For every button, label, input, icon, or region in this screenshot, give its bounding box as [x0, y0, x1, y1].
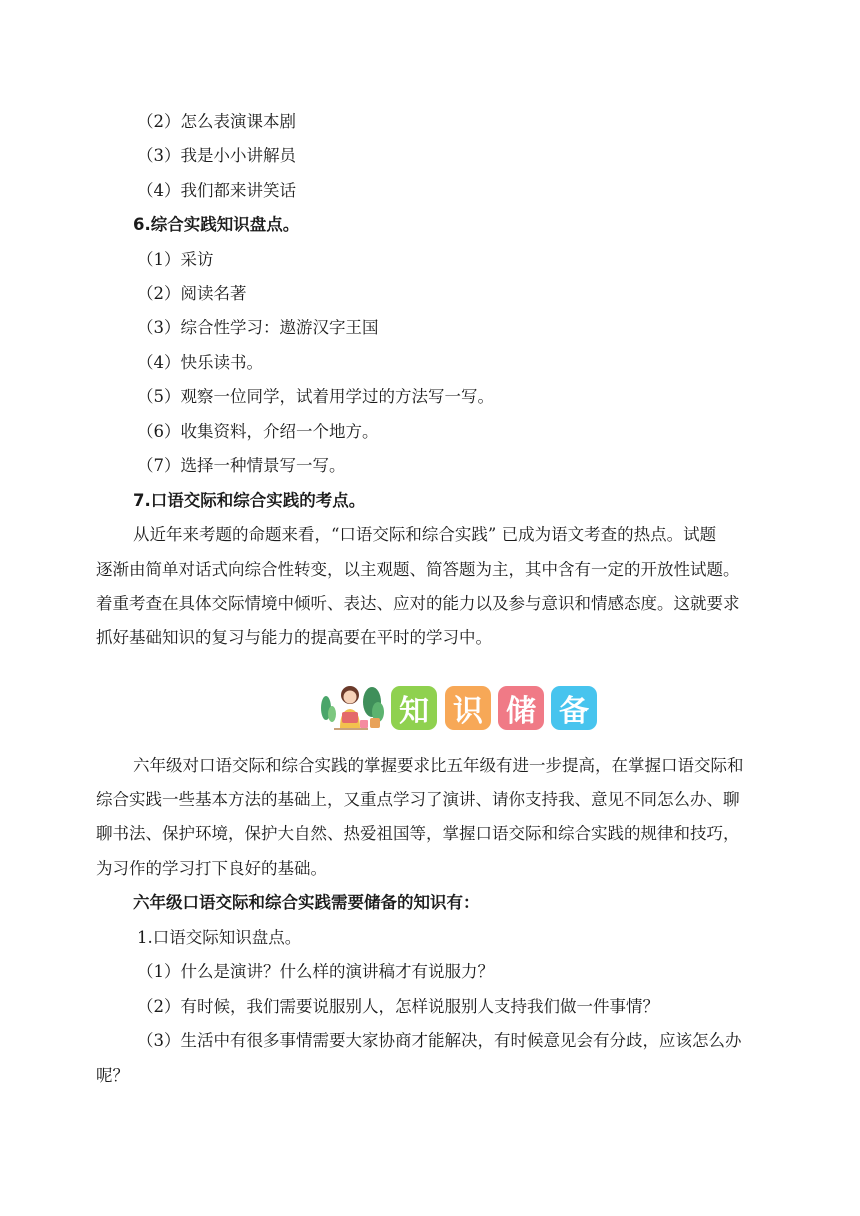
- banner-char-tile: 知: [391, 686, 437, 730]
- paragraph-line: 六年级对口语交际和综合实践的掌握要求比五年级有进一步提高，在掌握口语交际和: [133, 756, 744, 775]
- banner-char-tile: 储: [498, 686, 544, 730]
- list-item-continuation: 呢？: [96, 1066, 129, 1085]
- list-item: （3）我是小小讲解员: [137, 146, 296, 165]
- paragraph-line: 从近年来考题的命题来看，“口语交际和综合实践” 已成为语文考查的热点。试题: [133, 525, 717, 544]
- list-item: （5）观察一位同学，试着用学过的方法写一写。: [137, 387, 494, 406]
- sub-heading: 1.口语交际知识盘点。: [137, 928, 302, 947]
- banner-char-tile: 识: [445, 686, 491, 730]
- list-item: （4）我们都来讲笑话: [137, 181, 296, 200]
- section-heading: 6.综合实践知识盘点。: [133, 215, 300, 234]
- list-item: （2）怎么表演课本剧: [137, 112, 296, 131]
- banner-char-tile: 备: [551, 686, 597, 730]
- list-item: （2）有时候，我们需要说服别人，怎样说服别人支持我们做一件事情？: [137, 997, 659, 1016]
- girl-reading-book-icon: [316, 682, 386, 732]
- list-item: （2）阅读名著: [137, 284, 247, 303]
- bold-intro: 六年级口语交际和综合实践需要储备的知识有：: [133, 893, 480, 912]
- list-item: （1）什么是演讲？什么样的演讲稿才有说服力？: [137, 962, 494, 981]
- paragraph-line: 聊书法、保护环境，保护大自然、热爱祖国等，掌握口语交际和综合实践的规律和技巧，: [96, 824, 740, 843]
- paragraph-line: 逐渐由简单对话式向综合性转变，以主观题、简答题为主，其中含有一定的开放性试题。: [96, 560, 740, 579]
- list-item: （7）选择一种情景写一写。: [137, 456, 346, 475]
- paragraph-line: 为习作的学习打下良好的基础。: [96, 859, 327, 878]
- knowledge-banner: [316, 682, 600, 732]
- paragraph-line: 综合实践一些基本方法的基础上，又重点学习了演讲、请你支持我、意见不同怎么办、聊: [96, 790, 740, 809]
- list-item: （3）生活中有很多事情需要大家协商才能解决，有时候意见会有分歧，应该怎么办: [137, 1031, 742, 1050]
- section-heading: 7.口语交际和综合实践的考点。: [133, 491, 366, 510]
- paragraph-line: 抓好基础知识的复习与能力的提高要在平时的学习中。: [96, 628, 492, 647]
- list-item: （4）快乐读书。: [137, 353, 263, 372]
- list-item: （6）收集资料，介绍一个地方。: [137, 422, 379, 441]
- paragraph-line: 着重考查在具体交际情境中倾听、表达、应对的能力以及参与意识和情感态度。这就要求: [96, 594, 740, 613]
- list-item: （3）综合性学习：遨游汉字王国: [137, 318, 379, 337]
- list-item: （1）采访: [137, 250, 214, 269]
